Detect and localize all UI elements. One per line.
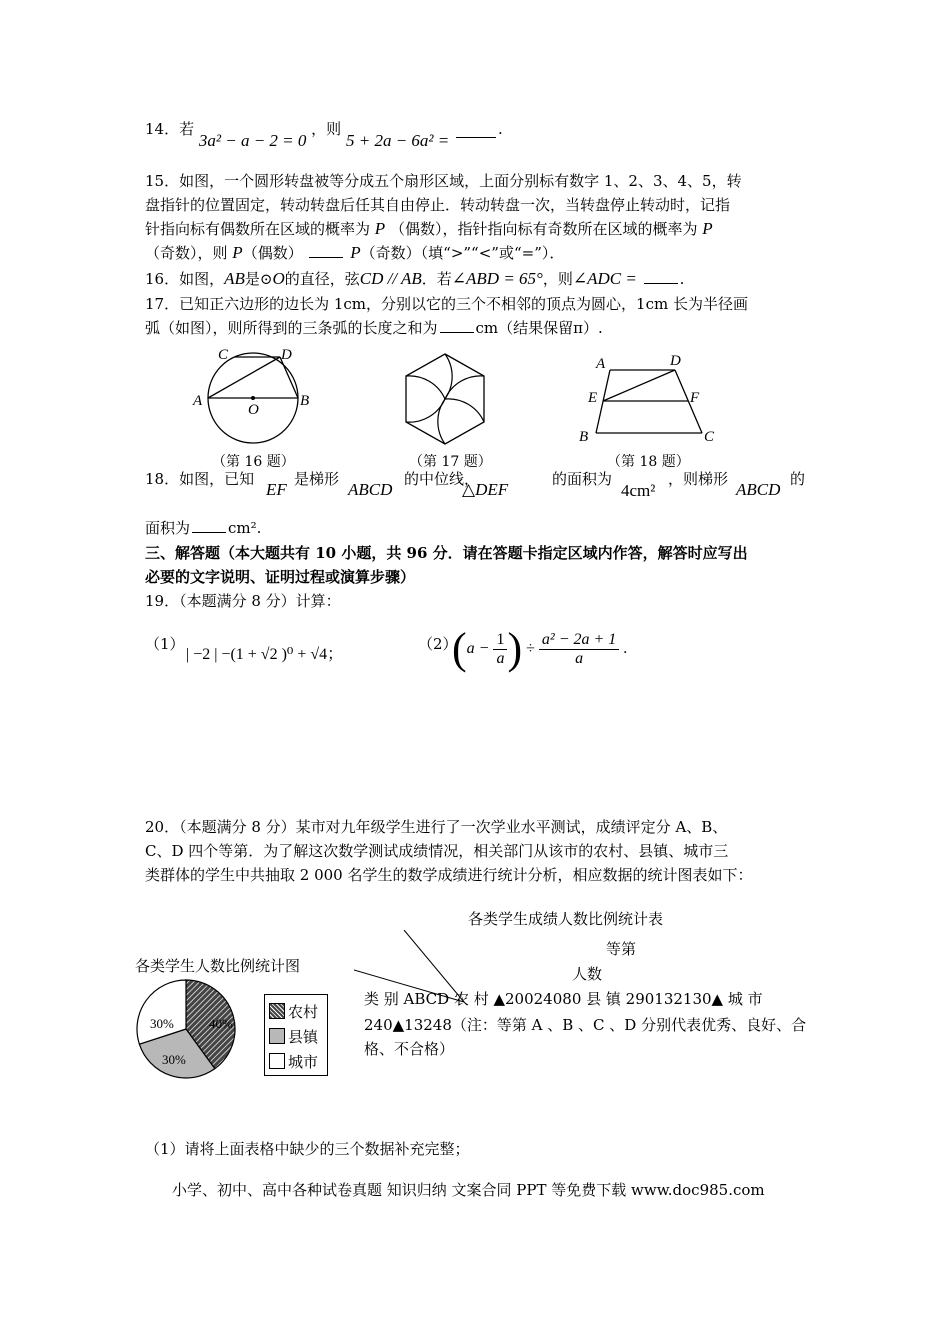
question-17-line-2: 弧（如图），则所得到的三条弧的长度之和为 cm（结果保留π）. bbox=[145, 319, 603, 337]
legend-swatch-white bbox=[269, 1053, 285, 1069]
table-title: 各类学生成绩人数比例统计表 bbox=[468, 910, 664, 928]
answer-blank bbox=[192, 518, 226, 533]
fig18-label-a: A bbox=[596, 356, 606, 372]
chart-legend bbox=[264, 994, 328, 1076]
legend-item-city: 城市 bbox=[269, 1051, 318, 1072]
fig18-caption: （第 18 题） bbox=[607, 454, 690, 470]
question-14: 14．若 3a² − a − 2 = 0 ，则 5 + 2a − 6a² = . bbox=[145, 120, 503, 150]
question-19-part-2-expression: ( a − $\frac{1}{a}$ ) ÷ $\frac{\text{a² − 2a + 1}}{a}$ . bbox=[452, 624, 628, 673]
fig16-label-d: D bbox=[281, 347, 292, 363]
fig18-label-c: C bbox=[704, 429, 715, 445]
table-header-grade: 等第 bbox=[606, 940, 637, 958]
fig16-label-c: C bbox=[218, 347, 229, 363]
fig17-caption: （第 17 题） bbox=[409, 454, 492, 470]
question-19-part-1-label: （1） bbox=[145, 635, 185, 653]
table-row-2: 240▲13248（注：等第 A 、B 、C 、D 分别代表优秀、良好、合 bbox=[364, 1016, 807, 1034]
table-header-count: 人数 bbox=[572, 965, 603, 983]
table-row-1: 类 别 ABCD 农 村 ▲20024080 县 镇 290132130▲ 城 市 bbox=[364, 990, 763, 1008]
answer-blank bbox=[309, 243, 343, 258]
section-3-heading-line-2: 必要的文字说明、证明过程或演算步骤） bbox=[145, 568, 416, 586]
question-20-line-2: C、D 四个等第．为了解这次数学测试成绩情况，相关部门从该市的农村、县镇、城市三 bbox=[145, 842, 729, 860]
question-18-line-2: 面积为 cm². bbox=[145, 519, 262, 537]
pie-label-county: 30% bbox=[162, 1052, 186, 1067]
question-20-line-3: 类群体的学生中共抽取 2 000 名学生的数学成绩进行统计分析，相应数据的统计图表如下： bbox=[145, 866, 753, 884]
question-16: 16．如图，AB是⊙O的直径，弦CD // AB．若∠ABD = 65°，则∠ADC = . bbox=[145, 269, 685, 288]
question-19-title: 19．（本题满分 8 分）计算： bbox=[145, 592, 341, 610]
answer-blank bbox=[644, 269, 678, 284]
question-15-line-2: 盘指针的位置固定，转动转盘后任其自由停止．转动转盘一次，当转盘停止转动时，记指 bbox=[145, 196, 731, 214]
answer-blank bbox=[440, 318, 474, 333]
fig18-label-b: B bbox=[579, 429, 589, 445]
fig16-label-a: A bbox=[193, 393, 203, 409]
question-20-part-1: （1）请将上面表格中缺少的三个数据补充完整； bbox=[145, 1140, 470, 1158]
equation-target: 5 + 2a − 6a² = bbox=[345, 131, 450, 150]
question-19-part-2-label: （2） bbox=[418, 635, 458, 653]
fig16-label-o: O bbox=[248, 402, 259, 418]
table-row-3: 格、不合格） bbox=[364, 1040, 455, 1058]
pie-label-city: 30% bbox=[150, 1016, 174, 1031]
legend-swatch-hatched bbox=[269, 1003, 285, 1019]
section-3-heading-line-1: 三、解答题（本大题共有 10 小题，共 96 分．请在答题卡指定区域内作答，解答时应写出 bbox=[145, 544, 748, 562]
fig18-label-f: F bbox=[690, 390, 700, 406]
question-18-line-1: 18．如图，已知 bbox=[145, 470, 255, 488]
chart-title: 各类学生人数比例统计图 bbox=[135, 957, 301, 975]
legend-swatch-gray bbox=[269, 1028, 285, 1044]
fig16-label-b: B bbox=[300, 393, 310, 409]
figure-17-hexagon bbox=[400, 350, 490, 450]
question-19-part-1-expression: | −2 | −(1 + √2 )⁰ + √4； bbox=[186, 646, 344, 663]
fig18-label-d: D bbox=[670, 353, 681, 369]
page-footer: 小学、初中、高中各种试卷真题 知识归纳 文案合同 PPT 等免费下载 www.doc985.com bbox=[172, 1181, 765, 1199]
legend-item-county: 县镇 bbox=[269, 1026, 318, 1047]
pie-chart bbox=[135, 978, 245, 1083]
question-15-line-3: 针指向标有偶数所在区域的概率为 P （偶数），指针指向标有奇数所在区域的概率为 P bbox=[145, 219, 713, 238]
equation-condition: 3a² − a − 2 = 0 bbox=[198, 131, 307, 150]
question-15-line-1: 15．如图，一个圆形转盘被等分成五个扇形区域，上面分别标有数字 1、2、3、4、5，转 bbox=[145, 172, 742, 190]
fig18-label-e: E bbox=[588, 390, 598, 406]
pie-label-rural: 40% bbox=[209, 1016, 233, 1031]
answer-blank bbox=[456, 123, 496, 138]
figure-18-trapezoid bbox=[590, 360, 720, 440]
question-20-line-1: 20．（本题满分 8 分）某市对九年级学生进行了一次学业水平测试，成绩评定分 A、B、 bbox=[145, 818, 728, 836]
question-15-line-4: （奇数），则 P（偶数） P（奇数）（填“>”“<”或“=”）． bbox=[145, 243, 565, 262]
legend-item-rural: 农村 bbox=[269, 1001, 318, 1022]
fig16-caption: （第 16 题） bbox=[212, 454, 295, 470]
question-17-line-1: 17．已知正六边形的边长为 1cm，分别以它的三个不相邻的顶点为圆心，1cm 长为半径画 bbox=[145, 295, 748, 313]
